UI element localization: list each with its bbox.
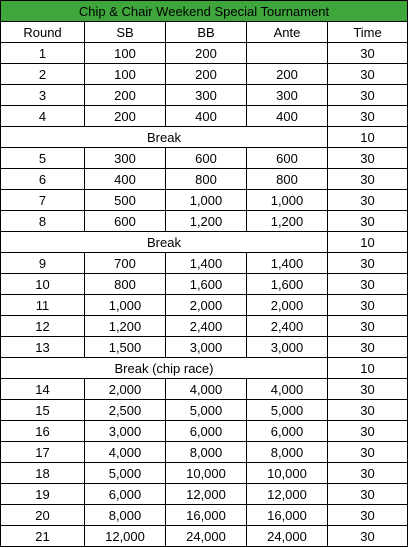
cell-bb: 1,400 bbox=[166, 253, 247, 274]
cell-bb: 3,000 bbox=[166, 337, 247, 358]
break-label: Break bbox=[1, 127, 328, 148]
cell-sb: 1,500 bbox=[85, 337, 166, 358]
break-row bbox=[1, 232, 408, 253]
level-row bbox=[1, 190, 408, 211]
cell-time: 30 bbox=[328, 421, 408, 442]
cell-bb: 24,000 bbox=[166, 526, 247, 547]
cell-bb: 600 bbox=[166, 148, 247, 169]
cell-ante: 2,400 bbox=[247, 316, 328, 337]
break-row bbox=[1, 358, 408, 379]
cell-sb: 12,000 bbox=[85, 526, 166, 547]
level-row bbox=[1, 295, 408, 316]
level-row bbox=[1, 379, 408, 400]
cell-bb: 5,000 bbox=[166, 400, 247, 421]
level-row bbox=[1, 442, 408, 463]
cell-sb: 800 bbox=[85, 274, 166, 295]
cell-time: 30 bbox=[328, 379, 408, 400]
level-row bbox=[1, 274, 408, 295]
break-label: Break bbox=[1, 232, 328, 253]
cell-round: 4 bbox=[1, 106, 85, 127]
cell-time: 30 bbox=[328, 106, 408, 127]
break-row bbox=[1, 127, 408, 148]
cell-bb: 200 bbox=[166, 64, 247, 85]
cell-ante: 3,000 bbox=[247, 337, 328, 358]
cell-bb: 4,000 bbox=[166, 379, 247, 400]
cell-ante: 600 bbox=[247, 148, 328, 169]
cell-sb: 100 bbox=[85, 43, 166, 64]
cell-time: 30 bbox=[328, 400, 408, 421]
header-sb: SB bbox=[85, 22, 166, 43]
cell-ante: 1,200 bbox=[247, 211, 328, 232]
cell-time: 30 bbox=[328, 505, 408, 526]
cell-bb: 1,600 bbox=[166, 274, 247, 295]
cell-time: 30 bbox=[328, 274, 408, 295]
cell-bb: 1,000 bbox=[166, 190, 247, 211]
cell-ante bbox=[247, 43, 328, 64]
level-row bbox=[1, 463, 408, 484]
cell-round: 5 bbox=[1, 148, 85, 169]
level-row bbox=[1, 64, 408, 85]
cell-ante: 1,400 bbox=[247, 253, 328, 274]
cell-round: 17 bbox=[1, 442, 85, 463]
cell-ante: 300 bbox=[247, 85, 328, 106]
level-row bbox=[1, 211, 408, 232]
cell-sb: 2,000 bbox=[85, 379, 166, 400]
cell-round: 1 bbox=[1, 43, 85, 64]
level-row bbox=[1, 253, 408, 274]
level-row bbox=[1, 316, 408, 337]
cell-ante: 4,000 bbox=[247, 379, 328, 400]
cell-time: 10 bbox=[328, 127, 408, 148]
cell-round: 16 bbox=[1, 421, 85, 442]
level-row bbox=[1, 43, 408, 64]
header-round: Round bbox=[1, 22, 85, 43]
level-row bbox=[1, 169, 408, 190]
header-bb: BB bbox=[166, 22, 247, 43]
cell-round: 12 bbox=[1, 316, 85, 337]
cell-ante: 5,000 bbox=[247, 400, 328, 421]
cell-sb: 200 bbox=[85, 106, 166, 127]
cell-bb: 8,000 bbox=[166, 442, 247, 463]
cell-sb: 100 bbox=[85, 64, 166, 85]
cell-sb: 1,200 bbox=[85, 316, 166, 337]
cell-bb: 12,000 bbox=[166, 484, 247, 505]
table-body bbox=[1, 43, 408, 547]
cell-round: 10 bbox=[1, 274, 85, 295]
level-row bbox=[1, 505, 408, 526]
level-row bbox=[1, 85, 408, 106]
cell-ante: 400 bbox=[247, 106, 328, 127]
cell-ante: 10,000 bbox=[247, 463, 328, 484]
cell-ante: 8,000 bbox=[247, 442, 328, 463]
cell-time: 30 bbox=[328, 484, 408, 505]
cell-time: 30 bbox=[328, 211, 408, 232]
cell-bb: 400 bbox=[166, 106, 247, 127]
cell-bb: 200 bbox=[166, 43, 247, 64]
cell-ante: 24,000 bbox=[247, 526, 328, 547]
cell-ante: 200 bbox=[247, 64, 328, 85]
cell-time: 30 bbox=[328, 85, 408, 106]
cell-bb: 1,200 bbox=[166, 211, 247, 232]
level-row bbox=[1, 400, 408, 421]
cell-round: 3 bbox=[1, 85, 85, 106]
cell-sb: 4,000 bbox=[85, 442, 166, 463]
cell-time: 10 bbox=[328, 232, 408, 253]
cell-ante: 2,000 bbox=[247, 295, 328, 316]
cell-round: 15 bbox=[1, 400, 85, 421]
cell-ante: 1,000 bbox=[247, 190, 328, 211]
level-row bbox=[1, 526, 408, 547]
cell-round: 11 bbox=[1, 295, 85, 316]
cell-ante: 800 bbox=[247, 169, 328, 190]
cell-sb: 3,000 bbox=[85, 421, 166, 442]
cell-ante: 6,000 bbox=[247, 421, 328, 442]
cell-ante: 1,600 bbox=[247, 274, 328, 295]
cell-time: 30 bbox=[328, 316, 408, 337]
header-row bbox=[1, 22, 408, 43]
level-row bbox=[1, 148, 408, 169]
cell-bb: 300 bbox=[166, 85, 247, 106]
cell-sb: 200 bbox=[85, 85, 166, 106]
tournament-title: Chip & Chair Weekend Special Tournament bbox=[1, 1, 408, 22]
cell-round: 21 bbox=[1, 526, 85, 547]
cell-round: 18 bbox=[1, 463, 85, 484]
cell-time: 30 bbox=[328, 190, 408, 211]
cell-time: 30 bbox=[328, 169, 408, 190]
level-row bbox=[1, 337, 408, 358]
cell-sb: 700 bbox=[85, 253, 166, 274]
cell-bb: 2,400 bbox=[166, 316, 247, 337]
cell-sb: 300 bbox=[85, 148, 166, 169]
break-label: Break (chip race) bbox=[1, 358, 328, 379]
cell-sb: 1,000 bbox=[85, 295, 166, 316]
level-row bbox=[1, 106, 408, 127]
cell-bb: 800 bbox=[166, 169, 247, 190]
cell-sb: 5,000 bbox=[85, 463, 166, 484]
cell-time: 30 bbox=[328, 64, 408, 85]
cell-round: 2 bbox=[1, 64, 85, 85]
header-ante: Ante bbox=[247, 22, 328, 43]
cell-bb: 6,000 bbox=[166, 421, 247, 442]
cell-sb: 2,500 bbox=[85, 400, 166, 421]
cell-round: 20 bbox=[1, 505, 85, 526]
cell-time: 30 bbox=[328, 442, 408, 463]
cell-time: 30 bbox=[328, 295, 408, 316]
cell-round: 9 bbox=[1, 253, 85, 274]
level-row bbox=[1, 421, 408, 442]
title-row bbox=[1, 1, 408, 22]
cell-time: 30 bbox=[328, 526, 408, 547]
cell-bb: 10,000 bbox=[166, 463, 247, 484]
cell-time: 30 bbox=[328, 148, 408, 169]
cell-round: 7 bbox=[1, 190, 85, 211]
cell-ante: 12,000 bbox=[247, 484, 328, 505]
cell-time: 30 bbox=[328, 43, 408, 64]
cell-round: 14 bbox=[1, 379, 85, 400]
cell-bb: 2,000 bbox=[166, 295, 247, 316]
cell-sb: 600 bbox=[85, 211, 166, 232]
cell-sb: 8,000 bbox=[85, 505, 166, 526]
cell-round: 13 bbox=[1, 337, 85, 358]
cell-round: 19 bbox=[1, 484, 85, 505]
cell-sb: 500 bbox=[85, 190, 166, 211]
cell-time: 30 bbox=[328, 463, 408, 484]
cell-sb: 400 bbox=[85, 169, 166, 190]
cell-time: 30 bbox=[328, 337, 408, 358]
cell-round: 6 bbox=[1, 169, 85, 190]
header-time: Time bbox=[328, 22, 408, 43]
cell-bb: 16,000 bbox=[166, 505, 247, 526]
cell-time: 30 bbox=[328, 253, 408, 274]
cell-time: 10 bbox=[328, 358, 408, 379]
level-row bbox=[1, 484, 408, 505]
cell-ante: 16,000 bbox=[247, 505, 328, 526]
cell-round: 8 bbox=[1, 211, 85, 232]
cell-sb: 6,000 bbox=[85, 484, 166, 505]
